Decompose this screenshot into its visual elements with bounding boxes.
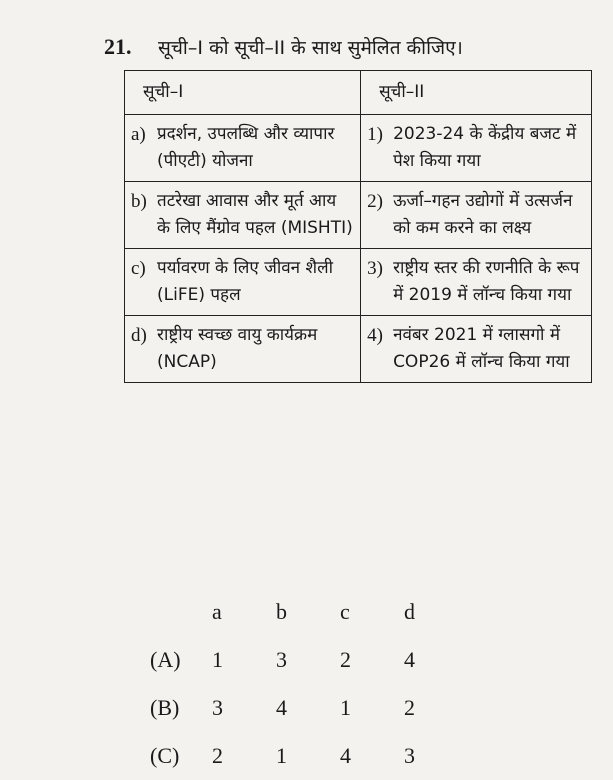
item-marker: 1) bbox=[367, 124, 383, 145]
option-a-row[interactable] bbox=[150, 636, 468, 684]
item-text: तटरेखा आवास और मूर्त आय के लिए मैंग्रोव पहल (MISHTI) bbox=[157, 191, 353, 238]
item-marker: b) bbox=[131, 191, 147, 212]
list-2-cell bbox=[361, 115, 592, 182]
list-1-cell bbox=[125, 316, 361, 383]
column-label-a: a bbox=[212, 599, 222, 624]
list-1-cell bbox=[125, 115, 361, 182]
table-row bbox=[125, 182, 592, 249]
item-marker: 3) bbox=[367, 258, 383, 279]
list-2-cell bbox=[361, 249, 592, 316]
column-label-d: d bbox=[404, 599, 415, 624]
option-value: 4 bbox=[340, 743, 351, 768]
item-text: ऊर्जा–गहन उद्योगों में उत्सर्जन को कम करने का लक्ष्य bbox=[393, 191, 573, 238]
column-label-c: c bbox=[340, 599, 350, 624]
item-text: 2023-24 के केंद्रीय बजट में पेश किया गया bbox=[393, 124, 577, 171]
list-2-cell bbox=[361, 182, 592, 249]
table-header-row bbox=[125, 71, 592, 115]
option-label: (C) bbox=[150, 743, 180, 768]
option-value: 2 bbox=[404, 695, 415, 720]
option-value: 3 bbox=[404, 743, 415, 768]
option-value: 2 bbox=[212, 743, 223, 768]
item-marker: a) bbox=[131, 124, 146, 145]
item-text: पर्यावरण के लिए जीवन शैली (LiFE) पहल bbox=[157, 258, 334, 305]
option-value: 3 bbox=[212, 695, 223, 720]
item-marker: 4) bbox=[367, 325, 383, 346]
matching-table bbox=[124, 70, 592, 383]
option-value: 3 bbox=[276, 647, 287, 672]
option-value: 1 bbox=[276, 743, 287, 768]
option-label: (B) bbox=[150, 695, 180, 720]
option-b-row[interactable] bbox=[150, 684, 468, 732]
answer-options bbox=[150, 588, 468, 780]
header-list-1: सूची–I bbox=[125, 71, 361, 115]
item-text: राष्ट्रीय स्तर की रणनीति के रूप में 2019 में लॉन्च किया गया bbox=[393, 258, 580, 305]
options-header-row bbox=[150, 588, 468, 636]
option-value: 2 bbox=[340, 647, 351, 672]
table-row bbox=[125, 316, 592, 383]
item-text: प्रदर्शन, उपलब्धि और व्यापार (पीएटी) योजना bbox=[157, 124, 335, 171]
option-c-row[interactable] bbox=[150, 732, 468, 780]
question-number: 21. bbox=[104, 34, 132, 59]
list-1-cell bbox=[125, 249, 361, 316]
option-value: 1 bbox=[212, 647, 223, 672]
list-2-cell bbox=[361, 316, 592, 383]
item-text: नवंबर 2021 में ग्लासगो में COP26 में लॉन्च किया गया bbox=[393, 325, 570, 372]
item-marker: c) bbox=[131, 258, 146, 279]
option-label: (A) bbox=[150, 647, 181, 672]
column-label-b: b bbox=[276, 599, 287, 624]
item-marker: 2) bbox=[367, 191, 383, 212]
list-1-cell bbox=[125, 182, 361, 249]
option-value: 1 bbox=[340, 695, 351, 720]
item-marker: d) bbox=[131, 325, 147, 346]
option-value: 4 bbox=[276, 695, 287, 720]
header-list-2: सूची–II bbox=[361, 71, 592, 115]
table-row bbox=[125, 249, 592, 316]
table-row bbox=[125, 115, 592, 182]
item-text: राष्ट्रीय स्वच्छ वायु कार्यक्रम (NCAP) bbox=[157, 325, 318, 372]
option-value: 4 bbox=[404, 647, 415, 672]
question-text: सूची–I को सूची–II के साथ सुमेलित कीजिए। bbox=[158, 37, 463, 59]
